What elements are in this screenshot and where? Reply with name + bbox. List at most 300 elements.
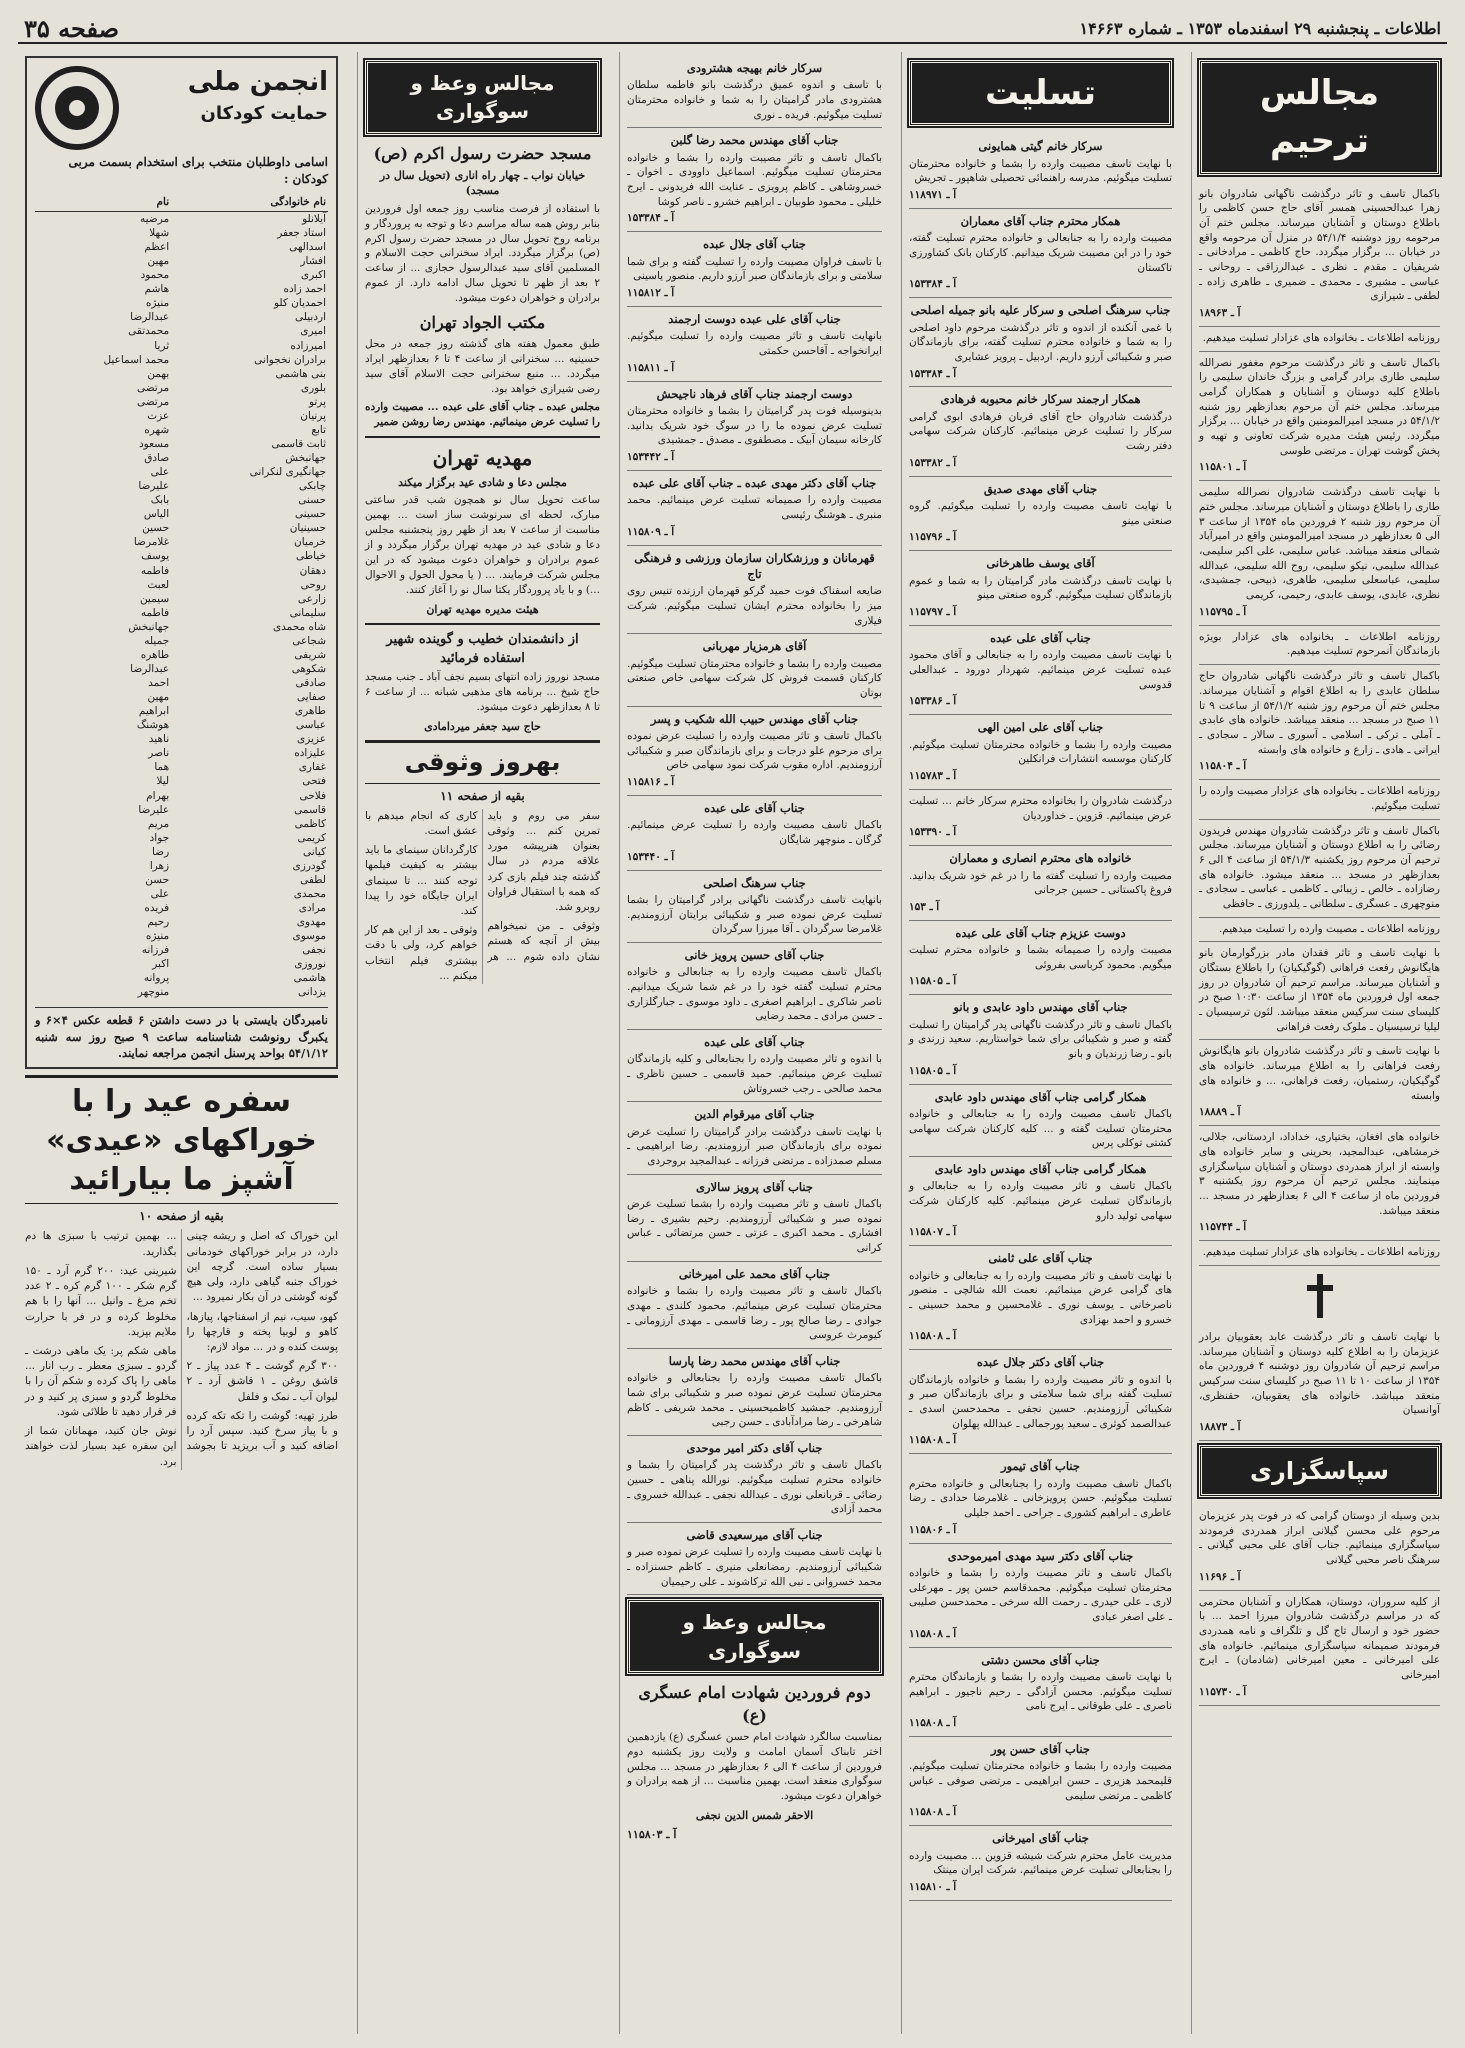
firstname-cell: شهلا [149, 227, 170, 240]
notice-text: روزنامه اطلاعات ـ بخانواده های عزادار مصیبت وارده را تسلیت میگوئیم. [1199, 785, 1440, 812]
feature-paragraph: سفر می روم و باید تمرین کنم ... وثوقی بعنوان هنرپیشه مورد علاقه مردم در سال گذشته چند فیلم بازی کرد که همه با استقبال فراوان روبرو شد. [487, 809, 600, 913]
table-row [35, 704, 328, 718]
table-row [35, 437, 328, 451]
section-banner-condolences: تسلیت [909, 60, 1172, 126]
firstname-cell: ابراهیم [138, 705, 170, 718]
lastname-cell: اردبیلی [295, 311, 326, 324]
notice-title: قهرمانان و ورزشکاران سازمان ورزشی و فرهنگی تاج [634, 550, 875, 581]
notice-text: مصیبت وارده را تسلیت گفته ما را در غم خود شریک بدانید. فروغ پاکستانی ـ حسین جرجانی [909, 869, 1172, 897]
notice-text: باکمال تاسف و تاثر درگذشت ناگهانی پدر گرامیتان را تسلیت گفته و صبر و شکیبائی برای شما خواستاریم. سعید زرندی و بانو ـ رضا زرندیان و بانو [909, 1018, 1172, 1061]
table-row [35, 521, 328, 535]
firstname-cell: بابک [150, 494, 170, 507]
table-row [35, 887, 328, 901]
firstname-cell: مرضیه [140, 212, 170, 225]
notice-text: روزنامه اطلاعات ـ مصیبت وارده را تسلیت میدهیم. [1218, 922, 1440, 935]
feature-paragraph: این خوراک که اصل و ریشه چینی دارد، در برابر خوراکهای خودمانی بسیار ساده است. گرچه این خوراک جنبه گیاهی دارد، ولی هیچ گونه گوشتی در آن بکار نمیرود ... [186, 1230, 338, 1304]
firstname-cell: بهمن [147, 367, 170, 380]
speaker-title: از دانشمندان خطیب و گوینده شهیر استفاده فرمائید [386, 632, 579, 666]
notice-code: آ ـ ۱۱۵۸۱۰ [909, 1880, 957, 1893]
notice-item [627, 1349, 882, 1436]
table-row [35, 859, 328, 873]
notice-item [627, 871, 882, 943]
lastname-cell: نوروزی [294, 958, 326, 971]
firstname-cell: رحیم [147, 916, 170, 929]
notice-item [909, 1737, 1172, 1826]
notice-code: آ ـ ۱۱۵۸۱۲ [627, 287, 675, 300]
notice-text: با نهایت تاسف مصیبت وارده را بشما و بازماندگان محترم تسلیت میگوئیم. محسن آزادگی ـ رحیم ناجیور ـ ابراهیم ناصری ـ علی طوقانی ـ ایرج نامی [909, 1670, 1172, 1713]
notice-code: آ ـ ۱۱۵۸۰۱ [1199, 461, 1247, 474]
notice-text: با نهایت تاسف درگذشت مادر گرامیتان را به شما و عموم بازماندگان تسلیت میگوئیم. گروه صنعتی مینو [909, 574, 1172, 602]
firstname-cell: مسعود [138, 437, 170, 450]
association-footer: نامبردگان بایستی با در دست داشتن ۶ قطعه عکس ۴×۶ و یکبرگ رونوشت شناسنامه ساعت ۹ صبح روز سه شنبه ۵۴/۱/۱۲ بواحد پرسنل انجمن مراجعه نمایند. [35, 1007, 328, 1061]
notice-item [909, 995, 1172, 1084]
lastname-cell: حسینی [295, 508, 326, 521]
firstname-cell: علی [150, 466, 170, 479]
notice-item [909, 209, 1172, 298]
notice-item [627, 634, 882, 706]
section-banner-gatherings: مجالس وعظ و سوگواری [365, 60, 600, 135]
notice-item [909, 1246, 1172, 1350]
table-row [35, 211, 328, 226]
notice-item [627, 1030, 882, 1102]
firstname-cell: مهین [147, 255, 170, 268]
notice-text: با اندوه و تاثر مصیبت وارده را بشما و خانواده بازماندگان تسلیت گفته برای شما سلامتی و برای بازماندگان صبر و شکیبائی آرزومندیم. حسین نجفی ـ محمدحسن اسدی ـ عبدالصمد کوثری ـ سعید پورجمالی ـ عبدالله پهلوان [909, 1373, 1172, 1430]
firstname-cell: هاشم [144, 283, 170, 296]
notice-text: مصیبت وارده را بشما و خانواده محترمتان تسلیت میگوئیم. کارکنان موسسه انتشارات فرانکلین [909, 738, 1172, 766]
notice-code: آ ـ ۱۱۵۷۸۳ [909, 769, 957, 782]
notice-text: با نهایت تاسف مصیبت وارده را به جنابعالی و آقای محمود عبده تسلیت عرض مینمائیم. شهردار دورود ـ عبدالعلی قدوسی [909, 649, 1172, 691]
table-row [35, 226, 328, 240]
speaker-text: مسجد نوروز زاده انتهای بسیم نجف آباد ـ جنب مسجد حاج شیخ ... برنامه های مذهبی شبانه ... از ساعت ۶ تا ۸ بعدازظهر دعوت میشود. [365, 671, 600, 713]
notice-item [627, 471, 882, 546]
column-condolences [901, 52, 1179, 2034]
notice-item [627, 707, 882, 796]
lastname-cell: اکبری [300, 269, 326, 282]
table-row [35, 760, 328, 774]
notice-code: آ ـ ۱۱۵۸۰۸ [909, 1627, 957, 1640]
notice-title: همکار محترم جناب آقای معماران [960, 213, 1121, 228]
notice-code: آ ـ ۱۱۵۸۰۹ [627, 525, 675, 538]
speaker-signature: حاج سید جعفر میردامادی [424, 719, 541, 733]
mahdieh-subtitle: مجلس دعا و شادی عید برگزار میکند [398, 475, 567, 489]
divider [365, 623, 600, 625]
section-banner-mourning: مجالس وعظ و سوگواری [627, 1599, 882, 1674]
table-row [35, 873, 328, 887]
notice-item [1199, 1591, 1440, 1706]
firstname-cell: علیرضا [138, 803, 170, 816]
notice-item [909, 477, 1172, 552]
firstname-cell: یوسف [141, 550, 170, 563]
feature-body-recipe [25, 1229, 338, 1469]
table-row [35, 549, 328, 563]
lastname-cell: بلوری [300, 381, 326, 394]
lastname-cell: یزدانی [298, 986, 326, 999]
notice-item [1199, 918, 1440, 943]
notice-code: آ ـ ۱۱۵۸۰۸ [909, 1434, 957, 1447]
firstname-cell: بهرام [146, 789, 170, 802]
table-row [35, 535, 328, 549]
mourning-article [627, 1682, 882, 1842]
notice-text: باکمال تاسف مصیبت وارده را به جنابعالی و خانواده محترمتان تسلیت گفته و ... کلیه کارکنان شرکت سهامی کشتی توکلی پرس [909, 1108, 1172, 1150]
table-row [35, 957, 328, 971]
notice-code: آ ـ ۱۱۵۷۹۷ [909, 606, 957, 619]
notice-item [627, 943, 882, 1030]
notice-code: آ ـ ۱۵۳۳۸۲ [909, 456, 957, 469]
page-header [18, 14, 1447, 44]
notice-item [909, 387, 1172, 476]
notice-title: جناب آقای علی عبده دوست ارجمند [668, 311, 841, 326]
notice-text: بدین وسیله از دوستان گرامی که در فوت پدر عزیزمان مرحوم علی محسن گیلانی ابراز همدردی فرمودند سپاسگزاری مینمائیم. جناب آقای علی محبی گیلانی ـ سرهنگ ناصر محبی گیلانی [1199, 1509, 1440, 1567]
notice-text: با تاسف فراوان مصیبت وارده را تسلیت گفته و برای شما سلامتی و برای بازماندگان صبر آرزو داریم. منصور یاسینی [627, 255, 882, 283]
lastname-cell: سلیمانی [289, 606, 326, 619]
notice-text: باکمال تاسف و تاثر درگذشت ناگهانی شادروان حاج سلطان عابدی را به اطلاع اقوام و آشنایان میرساند. مجلس ختم آن مرحوم روز شنبه ۵۴/۱/۲ از ساعت ۹ تا ۱۱ صبح در مسجد ... منعقد میباشد. خانواده های عابدی ـ آملی ـ ترکی ـ اسلامی ـ آسوری ـ سالار ـ سجادی ـ ایرانی ـ هادی ـ زارع و خانواده های وابسته [1199, 670, 1440, 756]
notice-item [909, 626, 1172, 715]
notice-text: با نهایت تاسف درگذشت برادر گرامیتان را تسلیت عرض نموده برای بازماندگان صبر آرزومندیم. رضا ابراهیمی ـ مسلم صمدزاده ـ مرتضی فرزانه ـ عبدالمجید بروجردی [627, 1125, 882, 1168]
notice-text: روزنامه اطلاعات ـ بخانواده های عزادار بویژه بازماندگان آنمرحوم تسلیت میدهیم. [1199, 630, 1440, 658]
firstname-cell: عبدالرضا [130, 311, 170, 324]
notice-code: آ ـ ۱۸۸۷۳ [1199, 1420, 1241, 1433]
section-banner-memorials: مجالس ترحیم [1199, 60, 1440, 175]
lastname-cell: جهانگیری لنکرانی [249, 466, 326, 479]
table-row [35, 943, 328, 957]
section-banner-thanks: سپاسگزاری [1199, 1445, 1440, 1497]
lastname-cell: فلاحی [299, 789, 326, 802]
notice-item [909, 921, 1172, 996]
table-row [35, 353, 328, 367]
table-row [35, 578, 328, 592]
feature-sub-actor: بقیه از صفحه ۱۱ [440, 788, 525, 803]
firstname-cell: جواد [149, 831, 170, 844]
table-row [35, 268, 328, 282]
table-row [35, 296, 328, 310]
feature-paragraph: وثوقی ـ بعد از این هم کار خواهم کرد، ولی با دقت بیشتری فیلم انتخاب میکنم ... [365, 924, 478, 982]
notice-title: جناب آقای دکتر امیر موحدی [686, 1441, 823, 1455]
firstname-cell: جمیله [144, 634, 170, 647]
notice-title: همکار گرامی جناب آقای مهندس داود عابدی [934, 1089, 1147, 1104]
mahdieh-signature: هیئت مدیره مهدیه تهران [426, 602, 539, 616]
cross-icon [1305, 1274, 1335, 1318]
firstname-cell: طاهره [140, 648, 170, 661]
table-row [35, 662, 328, 676]
notice-code: آ ـ ۱۸۹۶۳ [1199, 307, 1241, 320]
firstname-cell: منیژه [145, 297, 170, 310]
notice-item [1199, 665, 1440, 780]
firstname-cell: حسین [142, 522, 170, 535]
lastname-cell: روحی [300, 578, 326, 591]
notice-item [1199, 1126, 1440, 1241]
notice-code: آ ـ ۱۱۵۸۰۷ [909, 1226, 957, 1239]
lastname-cell: خیاطی [296, 550, 326, 563]
table-row [35, 746, 328, 760]
table-row [35, 423, 328, 437]
notice-text: بانهایت تاسف درگذشت ناگهانی برادر گرامیتان را بشما تسلیت عرض نموده صبر و شکیبائی برایتان آرزومندیم. غلامرضا سرگردان ـ آقا میرزا سرگردان [627, 893, 882, 936]
firstname-cell: اعظم [144, 241, 170, 254]
column-memorials [1191, 52, 1447, 2034]
notice-item [1199, 183, 1440, 327]
table-row [35, 507, 328, 521]
lastname-cell: اسدالهی [289, 241, 326, 254]
lastname-cell: علیزاده [294, 747, 326, 760]
table-row [35, 732, 328, 746]
lastname-cell: غفاری [298, 761, 326, 774]
association-subtitle: حمایت کودکان [200, 102, 328, 124]
notice-code: آ ـ ۱۸۸۸۹ [1199, 1106, 1241, 1119]
firstname-cell: شهره [144, 423, 170, 436]
notice-item [627, 128, 882, 232]
firstname-cell: ناصر [148, 747, 170, 760]
page-number: صفحه ۳۵ [24, 13, 120, 43]
notice-title: جناب آقای دکتر سید مهدی امیرموحدی [947, 1548, 1134, 1563]
feature-paragraph: کهو، سیب، نیم از اسفناجها، پیازها، کاهو و لوبیا پخته و قارچها را پوست کنده و در ... مواد لازم: [186, 1310, 338, 1354]
notice-title: جناب آقای علی امین الهی [977, 720, 1104, 735]
notice-text: مصیبت وارده را به جنابعالی و خانواده محترم تسلیت گفته، خود را در این مصیبت شریک میدانیم. کارکنان بانک کشاورزی تاکستان [909, 232, 1172, 274]
notice-text: مدیریت عامل محترم شرکت شیشه قزوین ... مصیبت وارده را بجنابعالی تسلیت عرض مینمائیم. شرکت ایران مینتک [909, 1849, 1172, 1877]
firstname-cell: جهانبخش [128, 620, 170, 633]
lastname-cell: موسوی [292, 930, 326, 943]
notice-title: جناب آقای محمد علی امیرخانی [678, 1266, 831, 1281]
divider [365, 436, 600, 438]
lastname-cell: فتحی [302, 775, 326, 788]
notice-title: جناب آقای علی عبده [704, 800, 805, 815]
notice-title: جناب آقای مهندس محمد رضا گلبن [670, 133, 839, 148]
notice-item [909, 1544, 1172, 1648]
mosque-text: با استفاده از فرصت مناسب روز جمعه اول فروردین بنابر روش همه ساله مراسم دعا و توجه به پروردگار و برنامه روح تحویل سال در مسجد حضرت رسول اکرم (ص) برگزار میگردد. ایراد سخنرانی حجت الاسلام و المسلمین آقای سید عبدالرسول حجازی ... از ساعت ۲ بعد از ظهر تا تحویل سال ادامه دارد. از عموم برادران و خواهران دعوت میشود. [365, 202, 600, 305]
notice-text: با تاسف و اندوه عمیق درگذشت بانو فاطمه سلطان هشترودی مادر گرامیتان را به شما و خانواده محترمتان تسلیت میگوئیم. فریده ـ نوری [627, 79, 882, 121]
table-row [35, 592, 328, 606]
notice-item [909, 1826, 1172, 1901]
table-row [35, 381, 328, 395]
table-header-firstname: نام [35, 194, 171, 211]
notice-code: آ ـ ۱۱۵۷۹۵ [1199, 605, 1247, 618]
lastname-cell: بنی هاشمی [275, 367, 326, 380]
firstname-cell: فاطمه [140, 564, 170, 577]
firstname-cell: مرتضی [136, 395, 170, 408]
firstname-cell: زهرا [149, 859, 170, 872]
table-row [35, 901, 328, 915]
notice-title: جناب آقای پرویز سالاری [695, 1179, 814, 1194]
table-row [35, 465, 328, 479]
table-row [35, 690, 328, 704]
notice-text: با غمی آنکنده از اندوه و تاثر درگذشت مرحوم داود اصلحی را به شما و خانواده محترم تسلیت گفته، برای بازماندگان صبر و شکیبائی آرزو داریم. اردبیل ـ پرویز عشایری [909, 321, 1172, 363]
notice-text: باکمال تاسف و تاثر مصیبت وارده را بشما و خانواده محترمتان تسلیت میگوئیم. محمدقاسم حسن پور ـ مهرعلی لاری ـ علی حیدری ـ رحمت الله سرخی ـ محمدحسن صلیبی ـ علی اصغر عبادی [909, 1566, 1172, 1624]
lastname-cell: لطفی [300, 873, 326, 886]
table-row [35, 971, 328, 985]
feature-title-actor: بهروز وثوقی [365, 740, 600, 783]
feature-title-recipe: سفره عید را با خوراکهای «عیدی» آشپز ما بیارائید [25, 1075, 338, 1204]
lastname-cell: احمدیان کلو [273, 297, 326, 310]
table-row [35, 774, 328, 788]
firstname-cell: احمد [148, 677, 170, 690]
notice-text: با نهایت تاسف مصیبت وارده را تسلیت میگوئیم. گروه صنعتی مینو [909, 500, 1172, 527]
notice-title: جناب سرهنگ اصلحی و سرکار علیه بانو جمیله اصلحی [910, 303, 1171, 318]
firstname-cell: علی [150, 887, 170, 900]
notice-text: روزنامه اطلاعات ـ بخانواده های عزادار تسلیت میدهیم. [1202, 1246, 1440, 1259]
lastname-cell: محمدی [293, 887, 326, 900]
firstname-cell: لعبت [147, 578, 170, 591]
firstname-cell: لیلا [156, 775, 170, 788]
notice-item [627, 1523, 882, 1595]
notice-item [909, 551, 1172, 626]
lastname-cell: امیرزاده [290, 339, 326, 352]
association-title: انجمن ملی [187, 67, 328, 97]
firstname-cell: فرزانه [141, 944, 170, 957]
table-row [35, 634, 328, 648]
notice-title: جناب آقای محسن دشتی [981, 1652, 1100, 1667]
notice-title: سرکار خانم بهیجه هشترودی [686, 61, 823, 75]
lastname-cell: جهانبخش [285, 452, 326, 465]
notice-title: جناب آقای میرقوام الدین [694, 1107, 815, 1122]
notice-text: باکمال تاسف مصیبت وارده را تسلیت عرض مینمائیم. گرگان ـ منوچهر شایگان [627, 819, 882, 846]
firstname-cell: هوشنگ [136, 719, 170, 732]
table-row [35, 648, 328, 662]
table-row [35, 676, 328, 690]
lastname-cell: افشار [300, 255, 326, 268]
lastname-cell: صادقی [295, 677, 326, 690]
table-row [35, 845, 328, 859]
condolence-list-2 [627, 56, 882, 1595]
notice-code: آ ـ ۱۵۳۳۹۰ [909, 826, 957, 839]
lastname-cell: حسنی [298, 494, 326, 507]
firstname-cell: هما [154, 761, 170, 774]
notice-text: باکمال تاسف و تاثر درگذشت مرحوم مغفور نصرالله سلیمی طاری برادر گرامی و بزرگ خاندان سلیمی را باطلاع کلیه دوستان و آشنایان و همکاران گرامی میرساند. مجلس ختم آن مرحوم بعدازظهر روز شنبه ۵۴/۱/۲ در مسجد امیرالمومنین واقع در خیابان ... برگزار میگردد. رئیس هیئت مدیره شرکت تعاونی و تهیه و پخش گوشت تهران ـ مرتضی طوسی [1199, 356, 1440, 457]
notice-code: آ ـ ۱۱۵۸۰۶ [909, 1523, 957, 1536]
notice-code: آ ـ ۱۵۳۴۴۰ [627, 850, 675, 863]
notice-text: باکمال تاسف و تاثر مصیبت وارده را بشما و خانواده محترمتان تسلیت عرض مینمائیم. محمود کلندی ـ مهدی جوادی ـ رضا صالح پور ـ رضا قاسمی ـ مهدی آرزومانی ـ کیومرث عروسی [627, 1285, 882, 1342]
table-row [35, 367, 328, 381]
notice-item [627, 1436, 882, 1523]
notice-item [627, 1175, 882, 1262]
notice-item [627, 307, 882, 382]
notice-title: جناب آقای میرسعیدی قاضی [686, 1528, 823, 1543]
firstname-cell: فریده [144, 902, 170, 915]
notice-item [1199, 942, 1440, 1040]
table-row [35, 915, 328, 929]
lastname-cell: پرنیان [300, 409, 326, 422]
notice-text: با نهایت تاسف مصیبت وارده را تسلیت عرض نموده صبر و شکیبائی آرزومندیم. رمضانعلی منیری ـ کاظم حسنزاده ـ محمد خسروانی ـ نبی الله ترکاشوند ـ علی رحیمیان [627, 1546, 882, 1588]
table-row [35, 409, 328, 423]
notice-title: جناب آقای دکتر جلال عبده [976, 1355, 1105, 1370]
table-row [35, 606, 328, 620]
firstname-cell: عبدالرضا [130, 662, 170, 675]
firstname-cell: ثریا [154, 339, 170, 352]
feature-paragraph: شیرینی عید: ۲۰۰ گرم آرد ـ ۱۵۰ گرم شکر ـ ۱۰۰ گرم کره ـ ۲ عدد تخم مرغ ـ وانیل ... آنها را با هم مخلوط کرده و در فر با حرارت ملایم بپزید. [25, 1264, 177, 1338]
notice-item [627, 232, 882, 307]
notice-code: آ ـ ۱۱۵۷۴۴ [1199, 1221, 1247, 1234]
lastname-cell: حسینیان [289, 522, 326, 535]
lastname-cell: مرادی [298, 902, 326, 915]
feature-sub-recipe: بقیه از صفحه ۱۰ [139, 1209, 224, 1224]
lastname-cell: شکوهی [291, 662, 326, 675]
notice-item [1199, 1241, 1440, 1266]
lastname-cell: شریفی [294, 648, 326, 661]
firstname-cell: ناهید [148, 733, 170, 746]
lastname-cell: کاظمی [294, 817, 326, 830]
table-row [35, 803, 328, 817]
notice-item [627, 1262, 882, 1349]
notice-text: روزنامه اطلاعات ـ بخانواده های عزادار تسلیت میدهیم. [1202, 331, 1440, 344]
notice-item [909, 846, 1172, 921]
notice-text: با نهایت تاسف و تاثر فقدان مادر بزرگوارمان بانو هایگانوش رفعت فراهانی (گوگیکیان) را باطلاع بستگان و آشنایان میرساند. مراسم ترحیم آن شادروان در روز جمعه اول فروردین ماه ۱۳۵۴ از ساعت ۱۰:۳۰ صبح در کلیسای سنت سرکیس منعقد میباشد. لئون ترسیسیان ـ لیلیا ترسیسیان ـ ملوک رفعت فراهانی [1199, 947, 1440, 1033]
association-intro: اسامی داوطلبان منتخب برای استخدام بسمت مربی کودکان : [68, 155, 328, 187]
notice-text: درگذشت شادروان را بخانواده محترم سرکار خانم ... تسلیت عرض مینمائیم. قزوین ـ خداوردیان [909, 794, 1172, 822]
table-row [35, 564, 328, 578]
notice-text: بدینوسیله فوت پدر گرامیتان را بشما و خانواده محترمتان تسلیت عرض نموده ما را در سوگ خود شریک بدانید. کارخانه سیمان آبیک ـ مصطفوی ـ مصدق ـ جمشیدی [627, 404, 882, 447]
firstname-cell: محمود [140, 269, 170, 282]
lastname-cell: تابع [311, 423, 326, 436]
notice-item [1199, 352, 1440, 482]
lastname-cell: امیری [300, 325, 326, 338]
table-row [35, 929, 328, 943]
memorial-list [1199, 183, 1440, 1266]
notice-text: با اندوه و تاثر مصیبت وارده را بجنابعالی و کلیه بازماندگان تسلیت عرض مینمائیم. حمید قاسمی ـ حسین ناظری ـ محمد صالحی ـ رجب خسروتاش [627, 1053, 882, 1095]
notice-item [1199, 780, 1440, 819]
table-row [35, 479, 328, 493]
lastname-cell: هاشمی [293, 972, 326, 985]
notice-code: آ ـ ۱۵۳۴۴۲ [627, 450, 675, 463]
table-row [35, 985, 328, 999]
notice-code: آ ـ ۱۱۵۸۰۸ [909, 1330, 957, 1343]
notice-title: سرکار خانم گیتی همایونی [978, 139, 1103, 154]
names-table [35, 194, 328, 999]
table-row [35, 493, 328, 507]
condolence-list [909, 134, 1172, 1901]
notice-item [909, 1350, 1172, 1454]
lastname-cell: نجفی [302, 944, 326, 957]
notice-text: با نهایت تاسف مصیبت وارده را بشما و خانواده محترمتان تسلیت میگوئیم. مدرسه راهنمائی تحصیلی شاهپور ـ تجریش [909, 157, 1172, 185]
notice-title: جناب آقای حسین پرویز خانی [684, 947, 825, 962]
mahdieh-text: ساعت تحویل سال نو همچون شب قدر ساعتی مبارک، لحظه ای سرنوشت ساز است ... بهمین مناسبت از ساعت ۷ بعد از ظهر روز پنجشنبه مجلس دعا و شادی عید در مهدیه تهران برگزار میگردد و از عموم برادران و خواهران دعوت میشود که در این مجلس شرکت فرمایند. ... ( یا محول الحول و الاحوال ...) و با یاد پروردگار یکتا سال نو را آغاز کنند. [365, 494, 600, 596]
table-row [35, 282, 328, 296]
firstname-cell: حسن [145, 873, 170, 886]
notice-text: خانواده های افغان، بختیاری، خداداد، اردستانی، جلالی، خرمشاهی، عبدالمجید، بحرینی و سایر خانواده های وابسته از ابراز همدردی دوستان و آشنایان سپاسگزاری مینمایند. مجلس ترحیم آن مرحوم روز یکشنبه ۳ فروردین ماه از ساعت ۴ الی ۶ بعدازظهر در مسجد ... منعقد میباشد. [1199, 1131, 1441, 1217]
notice-title: جناب سرهنگ اصلحی [703, 875, 806, 890]
feature-paragraph: ۳۰۰ گرم گوشت ـ ۴ عدد پیاز ـ ۲ قاشق روغن ـ ۱ قاشق آرد ـ ۲ لیوان آب ـ نمک و فلفل [186, 1360, 338, 1403]
notice-text: باکمال تاسف و تاثر درگذشت ناگهانی شادروان بانو زهرا عبدالحسینی همسر آقای حاج حسن کاظمی را باطلاع دوستان و آشنایان میرساند. مجلس ختم آن مرحومه روز دوشنبه ۵۴/۱/۴ در منزل آن مرحومه واقع در خیابان ... برگزار میگردد. حاج کاظمی ـ مرادخانی ـ شریفیان ـ مقدم ـ نظری ـ عبدالرزاقی ـ روحانی ـ عباسی ـ مشیری ـ محمدی ـ ضمیری ـ طاهری زاده ـ لطفی ـ شیرازی [1199, 187, 1440, 303]
firstname-cell: علیرضا [138, 480, 170, 493]
notice-title: جناب آقای امیرخانی [992, 1831, 1089, 1846]
table-row [35, 254, 328, 268]
lastname-cell: زارعی [297, 592, 326, 605]
notice-text: باکمال تاسف و تاثر مصیبت وارده را به جنابعالی و بازماندگان تسلیت عرض مینمائیم. کلیه کارکنان شرکت سهامی تولید دارو [909, 1180, 1172, 1222]
table-header-lastname: نام خانوادگی [171, 194, 328, 211]
lastname-cell: کریمی [297, 831, 326, 844]
lastname-cell: عباسی [295, 719, 326, 732]
notice-text: ضایعه اسفناک فوت حمید گرکو قهرمان ارزنده تنیس روی میز را بخانواده محترم ایشان تسلیت میگوئیم. شرکت فیلاری [627, 585, 882, 627]
article-text: بمناسبت سالگرد شهادت امام حسن عسگری (ع) یازدهمین اختر تابناک آسمان امامت و ولایت روز یکشنبه دوم فروردین از ساعت ۴ الی ۶ بعدازظهر در مسجد ... مجلس سوگواری منعقد است. بهمین مناسبت ... از همه برادران و خواهران دعوت میشود. [627, 1730, 882, 1803]
notice-item [627, 56, 882, 128]
notice-title: همکار گرامی جناب آقای مهندس داود عابدی [934, 1162, 1147, 1177]
notice-item [1199, 1505, 1440, 1591]
notice-item [1199, 820, 1440, 918]
lastname-cell: برادران نخجوانی [254, 353, 326, 366]
lastname-cell: عزیزی [297, 733, 326, 746]
school-text: طبق معمول هفته های گذشته روز جمعه در محل حسینیه ... سخنرانی از ساعت ۴ تا ۶ بعدازظهر ایراد میگردد. ... منبع سخنرانی حجت الاسلام آقای سید رضی شیرازی خواهد بود. [365, 337, 600, 395]
notice-text: مصیبت وارده را بشما و خانواده محترمتان تسلیت میگوئیم. کارکنان قسمت فروش کل شرکت سهامی خاص صنعتی بوتان [627, 657, 882, 699]
lastname-cell: مهدوی [296, 916, 326, 929]
lastname-cell: پرتو [308, 395, 326, 408]
mahdieh-title: مهدیه تهران [432, 446, 533, 471]
notice-text: مصیبت وارده را بشما و خانواده محترمتان تسلیت میگوئیم. قلیمحمد هزیری ـ حسن ابراهیمی ـ مرتضی صوفی ـ عباس کاظمی ـ مرتضی سلیمی [909, 1760, 1172, 1802]
notice-title: دوست ارجمند جناب آقای فرهاد ناجیحش [656, 386, 853, 401]
firstname-cell: منیژه [145, 930, 170, 943]
notice-text: با نهایت تاسف و تاثر مصیبت وارده را به جنابعالی و خانواده های گرامی عرض مینمائیم. نعمت الله شالچی ـ منصور ناصرخانی ـ یوسف نوری ـ غلامحسین و محمد حسینی ـ خسرو و احمد بهزادی [909, 1269, 1172, 1326]
notice-code: آ ـ ۱۱۵۸۰۴ [1199, 760, 1247, 773]
notice-title: جناب آقای جلال عبده [703, 237, 806, 252]
lastname-cell: احمد زاده [283, 283, 326, 296]
notice-title: جناب آقای دکتر مهدی عبده ـ جناب آقای علی عبده [632, 475, 877, 490]
feature-body-actor [365, 809, 600, 984]
notice-code: آ ـ ۱۱۵۸۱۶ [627, 776, 675, 788]
